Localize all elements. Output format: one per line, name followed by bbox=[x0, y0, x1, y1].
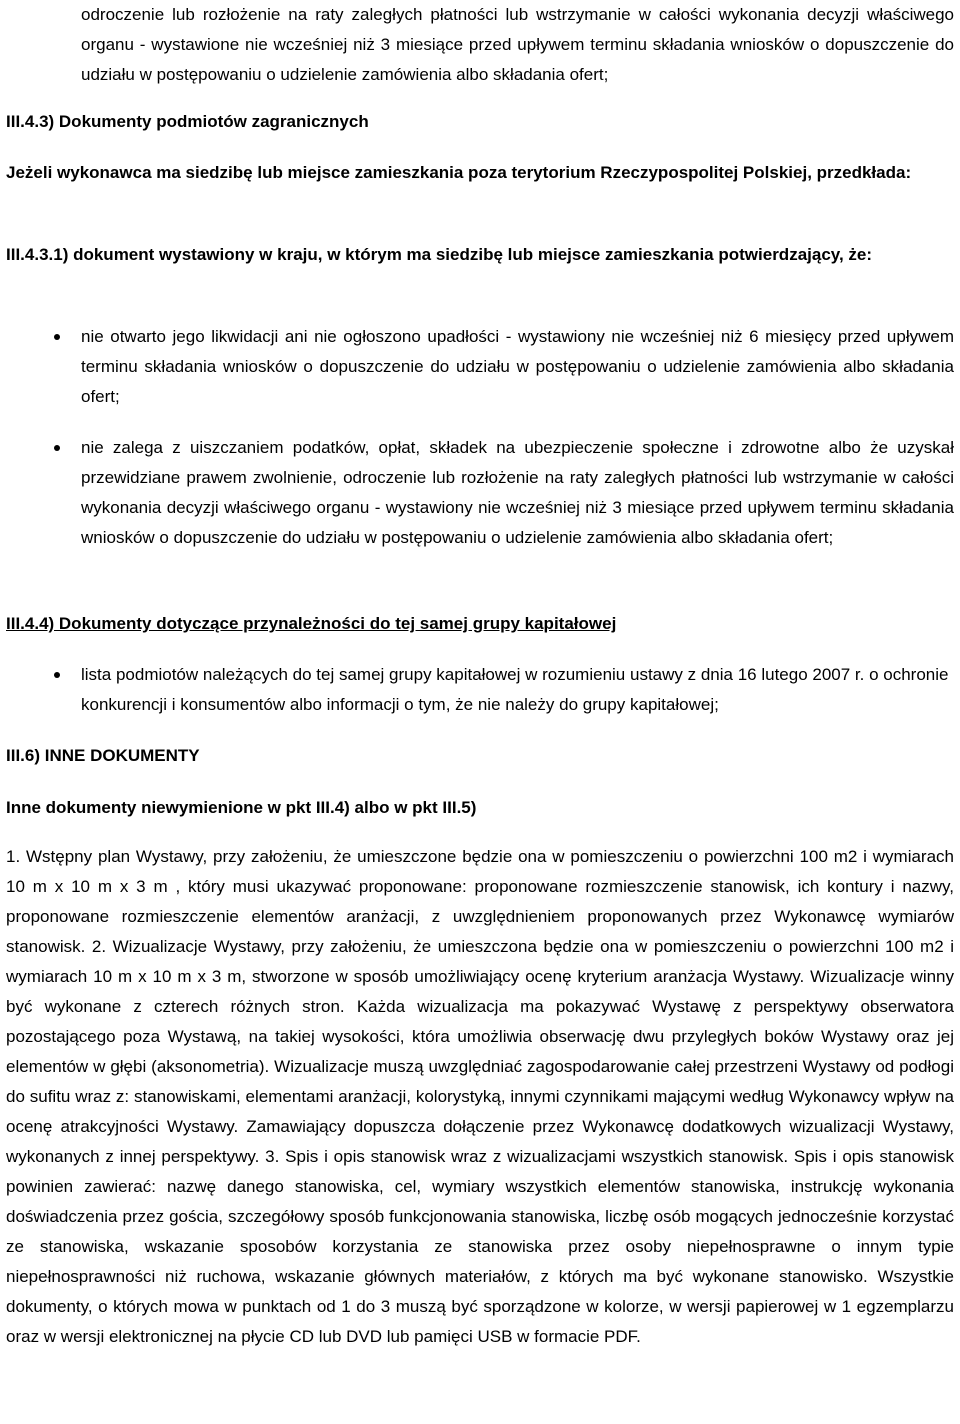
section-344-heading: III.4.4) Dokumenty dotyczące przynależności do tej samej grupy kapitałowej bbox=[6, 614, 617, 633]
section-343-intro: Jeżeli wykonawca ma siedzibę lub miejsce zamieszkania poza terytorium Rzeczypospolitej Polskiej, przedkłada: bbox=[6, 163, 912, 182]
list-item-text: nie zalega z uiszczaniem podatków, opłat, składek na ubezpieczenie społeczne i zdrowotne albo że uzyskał przewidziane prawem zwolnienie, odroczenie lub rozłożenie na raty zaległych płatności lub wstrzymanie w całości wykonania decyzji właściwego organu - wystawiony nie wcześniej niż 3 miesiące przed upływem terminu składania wniosków o dopuszczenie do udziału w postępowaniu o udzielenie zamówienia albo składania ofert; bbox=[81, 438, 954, 547]
bullet-icon bbox=[54, 334, 60, 340]
section-343-heading: III.4.3) Dokumenty podmiotów zagranicznych bbox=[6, 112, 369, 131]
list-item-text: nie otwarto jego likwidacji ani nie ogłoszono upadłości - wystawiony nie wcześniej niż 6 miesięcy przed upływem terminu składania wniosków o dopuszczenie do udziału w postępowaniu o udzielenie zamówienia albo składania ofert; bbox=[81, 327, 954, 406]
top-paragraph: odroczenie lub rozłożenie na raty zaległych płatności lub wstrzymanie w całości wykonania decyzji właściwego organu - wystawione nie wcześniej niż 3 miesiące przed upływem terminu składania wniosków o dopuszczenie do udziału w postępowaniu o udzielenie zamówienia albo składania ofert; bbox=[81, 5, 954, 84]
section-36-body: 1. Wstępny plan Wystawy, przy założeniu, że umieszczone będzie ona w pomieszczeniu o powierzchni 100 m2 i wymiarach 10 m x 10 m x 3 m , który musi ukazywać proponowane: proponowane rozmieszczenie stanowisk, ich kontury i nazwy, proponowane rozmieszczenie elementów aranżacji, z uwzględnieniem proponowanych przez Wykonawcę wymiarów stanowisk. 2. Wizualizacje Wystawy, przy założeniu, że umieszczona będzie ona w pomieszczeniu o powierzchni 100 m2 i wymiarach 10 m x 10 m x 3 m, stworzone w sposób umożliwiający ocenę kryterium aranżacja Wystawy. Wizualizacje winny być wykonane z czterech różnych stron. Każda wizualizacja ma pokazywać Wystawę z perspektywy obserwatora pozostającego poza Wystawą, na takiej wysokości, która umożliwia obserwację dwu przyległych boków Wystawy oraz jej elementów w głębi (aksonometria). Wizualizacje muszą uwzględniać zagospodarowanie całej przestrzeni Wystawy od podłogi do sufitu wraz z: stanowiskami, elementami aranżacji, kolorystyką, innymi czynnikami mającymi według Wykonawcy wpływ na ocenę atrakcyjności Wystawy. Zamawiający dopuszcza dołączenie przez Wykonawcę dodatkowych wizualizacji Wystawy, wykonanych z innej perspektywy. 3. Spis i opis stanowisk wraz z wizualizacjami wszystkich stanowisk. Spis i opis stanowisk powinien zawierać: nazwę danego stanowiska, cel, wymiary wszystkich elementów stanowiska, instrukcję wykonania doświadczenia przez gościa, szczegółowy sposób funkcjonowania stanowiska, liczbę osób mogących jednocześnie korzystać ze stanowiska, wskazanie sposobów korzystania ze stanowiska przez osoby niepełnosprawne o innym typie niepełnosprawności niż ruchowa, wskazanie głównych materiałów, z których ma być wykonane stanowisko. Wszystkie dokumenty, o których mowa w punktach od 1 do 3 muszą być sporządzone w kolorze, w wersji papierowej w 1 egzemplarzu oraz w wersji elektronicznej na płycie CD lub DVD lub pamięci USB w formacie PDF. bbox=[6, 847, 954, 1346]
section-36-heading: III.6) INNE DOKUMENTY bbox=[6, 746, 200, 765]
bullet-icon bbox=[54, 672, 60, 678]
bullet-icon bbox=[54, 445, 60, 451]
list-item-text: lista podmiotów należących do tej samej grupy kapitałowej w rozumieniu ustawy z dnia 16 lutego 2007 r. o ochronie konkurencji i konsumentów albo informacji o tym, że nie należy do grupy kapitałowej; bbox=[81, 665, 949, 714]
section-36-subheading: Inne dokumenty niewymienione w pkt III.4) albo w pkt III.5) bbox=[6, 798, 477, 817]
section-3431-heading: III.4.3.1) dokument wystawiony w kraju, w którym ma siedzibę lub miejsce zamieszkania potwierdzający, że: bbox=[6, 245, 873, 264]
